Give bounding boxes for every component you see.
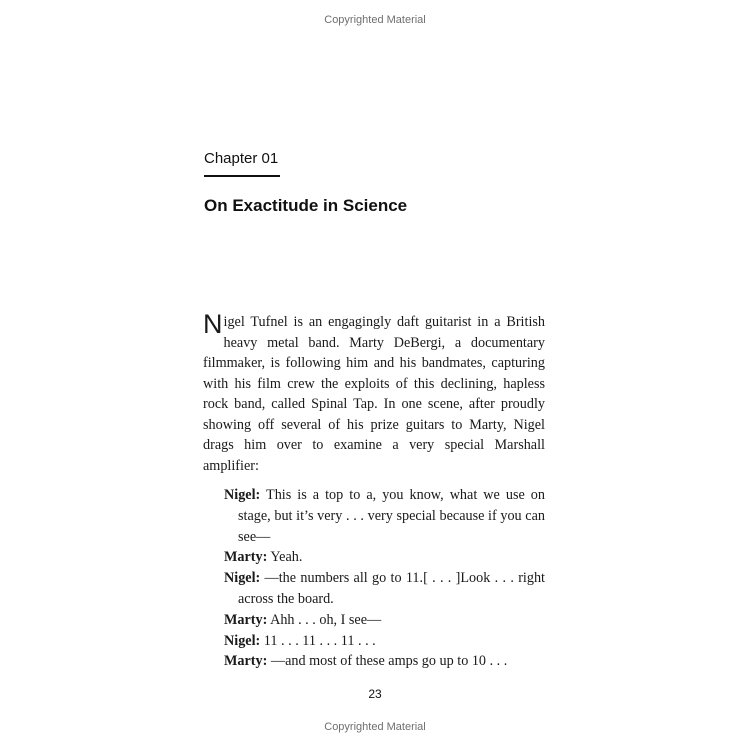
dialogue-line	[224, 651, 545, 672]
dialogue-text: —and most of these amps go up to 10 . . .	[267, 653, 508, 670]
dialogue-line	[224, 610, 545, 631]
dialogue-line	[224, 547, 545, 568]
page-number: 23	[368, 687, 382, 701]
speaker-name: Marty:	[224, 611, 268, 628]
speaker-name: Nigel:	[224, 487, 261, 503]
dialogue-text: Ahh . . . oh, I see—	[267, 611, 382, 628]
dialogue-text: Yeah.	[267, 549, 303, 566]
copyright-watermark-top: Copyrighted Material	[324, 14, 426, 26]
dialogue-block	[224, 485, 545, 672]
dialogue-line	[224, 631, 545, 652]
speaker-name: Marty:	[224, 549, 268, 566]
body-paragraph	[203, 309, 545, 476]
dialogue-text: This is a top to a, you know, what we use on stage, but it’s very . . . very special because if you can see—	[238, 487, 545, 545]
chapter-label: Chapter 01	[204, 150, 279, 167]
copyright-watermark-bottom: Copyrighted Material	[324, 721, 426, 733]
dialogue-line	[224, 568, 545, 610]
chapter-underline	[204, 175, 280, 177]
speaker-name: Nigel:	[224, 632, 261, 649]
drop-cap: N	[203, 309, 223, 339]
dialogue-text: —the numbers all go to 11.[ . . . ]Look . . . right across the board.	[238, 570, 545, 607]
paragraph-text: igel Tufnel is an engagingly daft guitarist in a British heavy metal band. Marty DeBergi, a documentary filmmaker, is following him and his bandmates, capturing with his film crew the exploits of this declining, hapless rock band, called Spinal Tap. In one scene, after proudly showing off several of his prize guitars to Marty, Nigel drags him over to examine a very special Marshall amplifier:	[203, 314, 545, 474]
dialogue-text: 11 . . . 11 . . . 11 . . .	[260, 632, 376, 649]
chapter-title: On Exactitude in Science	[204, 196, 408, 215]
dialogue-line	[224, 485, 545, 547]
speaker-name: Nigel:	[224, 570, 261, 587]
speaker-name: Marty:	[224, 653, 268, 670]
